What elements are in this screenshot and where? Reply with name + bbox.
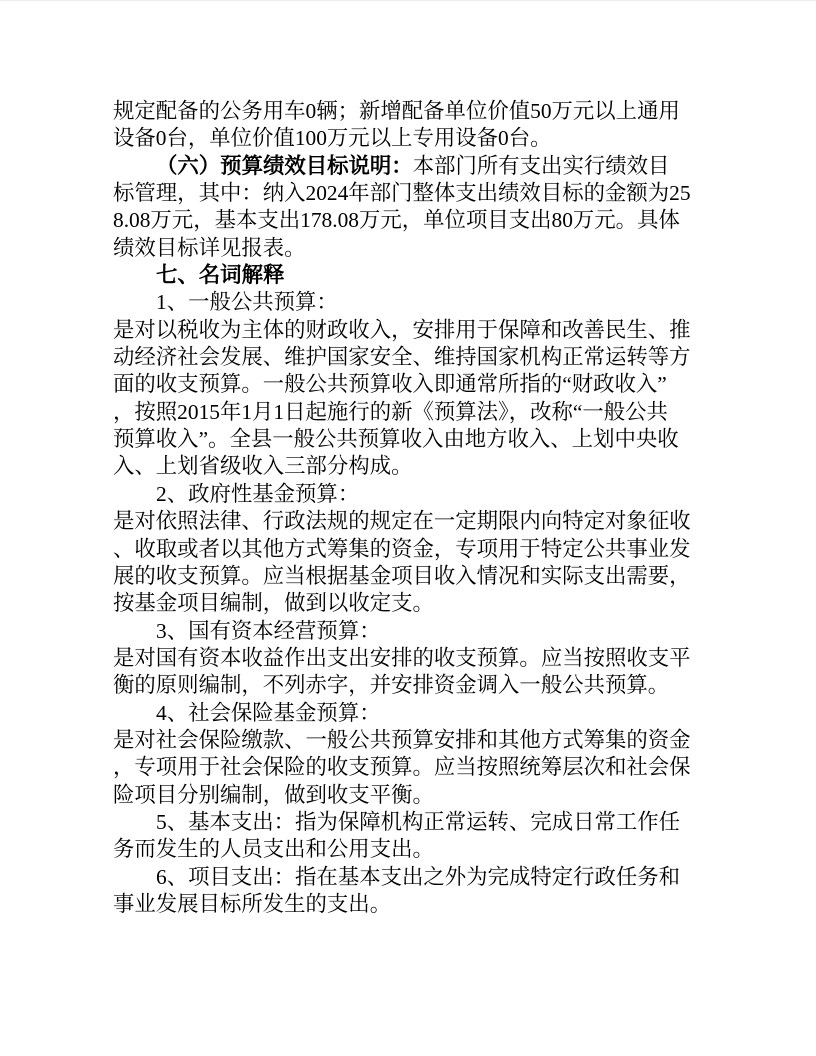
text-line — [113, 754, 713, 781]
text-segment: 事业发展目标所发生的支出。 — [113, 891, 392, 916]
heading-section-7-glossary — [113, 262, 713, 289]
paragraph-term-1-title — [113, 289, 713, 316]
text-segment: 面的收支预算。一般公共预算收入即通常所指的“财政收入” — [113, 372, 667, 397]
text-line — [113, 207, 713, 234]
text-line — [113, 399, 713, 426]
text-line — [113, 891, 713, 918]
text-segment: 衡的原则编制，不列赤字，并安排资金调入一般公共预算。 — [113, 673, 670, 698]
text-line — [113, 727, 713, 754]
text-line — [113, 344, 713, 371]
paragraph-term-6 — [113, 864, 713, 919]
text-line — [113, 618, 713, 645]
text-segment: 规定配备的公务用车0辆；新增配备单位价值50万元以上通用 — [113, 99, 680, 123]
text-line — [113, 836, 713, 863]
text-line — [113, 153, 713, 180]
text-segment: ，按照2015年1月1日起施行的新《预算法》，改称“一般公共 — [113, 399, 668, 424]
text-line — [113, 536, 713, 563]
text-segment: 1、一般公共预算： — [156, 290, 338, 315]
text-line — [113, 426, 713, 453]
paragraph-term-2-definition — [113, 508, 713, 617]
paragraph-section-6-performance-targets — [113, 153, 713, 262]
text-line — [113, 371, 713, 398]
text-line — [113, 700, 713, 727]
text-line — [113, 672, 713, 699]
text-line — [113, 289, 713, 316]
text-segment: 设备0台，单位价值100万元以上专用设备0台。 — [113, 126, 552, 151]
text-line — [113, 317, 713, 344]
text-line — [113, 262, 713, 289]
text-line — [113, 809, 713, 836]
document-body — [113, 98, 713, 918]
text-segment: 展的收支预算。应当根据基金项目收入情况和实际支出需要， — [113, 563, 691, 588]
text-segment: 预算收入”。全县一般公共预算收入由地方收入、上划中央收 — [113, 427, 679, 452]
text-segment: 是对依照法律、行政法规的规定在一定期限内向特定对象征收 — [113, 509, 691, 534]
text-line — [113, 782, 713, 809]
text-segment: 、收取或者以其他方式筹集的资金，专项用于特定公共事业发 — [113, 536, 691, 561]
bold-text-segment: 七、名词解释 — [156, 263, 285, 288]
text-line — [113, 481, 713, 508]
paragraph-term-4-title — [113, 700, 713, 727]
text-segment: 按基金项目编制，做到以收定支。 — [113, 591, 434, 616]
paragraph-vehicle-equipment-carryover — [113, 98, 713, 153]
text-segment: 入、上划省级收入三部分构成。 — [113, 454, 413, 479]
bold-text-segment: （六）预算绩效目标说明： — [156, 153, 413, 178]
text-segment: 2、政府性基金预算： — [156, 481, 360, 506]
text-segment: ，专项用于社会保险的收支预算。应当按照统筹层次和社会保 — [113, 755, 691, 780]
text-segment: 5、基本支出：指为保障机构正常运转、完成日常工作任 — [156, 809, 681, 834]
text-line — [113, 453, 713, 480]
text-segment: 4、社会保险基金预算： — [156, 700, 381, 725]
text-segment: 是对社会保险缴款、一般公共预算安排和其他方式筹集的资金 — [113, 727, 691, 752]
paragraph-term-3-definition — [113, 645, 713, 700]
text-line — [113, 508, 713, 535]
text-line — [113, 98, 713, 125]
text-segment: 本部门所有支出实行绩效目 — [412, 153, 670, 178]
paragraph-term-1-definition — [113, 317, 713, 481]
paragraph-term-5 — [113, 809, 713, 864]
text-segment: 8.08万元，基本支出178.08万元，单位项目支出80万元。具体 — [113, 208, 680, 233]
paragraph-term-2-title — [113, 481, 713, 508]
text-line — [113, 180, 713, 207]
text-segment: 6、项目支出：指在基本支出之外为完成特定行政任务和 — [156, 864, 681, 889]
text-line — [113, 645, 713, 672]
paragraph-term-4-definition — [113, 727, 713, 809]
text-line — [113, 125, 713, 152]
text-line — [113, 563, 713, 590]
paragraph-term-3-title — [113, 618, 713, 645]
text-segment: 标管理，其中：纳入2024年部门整体支出绩效目标的金额为25 — [113, 181, 691, 206]
text-segment: 险项目分别编制，做到收支平衡。 — [113, 782, 434, 807]
text-segment: 3、国有资本经营预算： — [156, 618, 381, 643]
text-segment: 绩效目标详见报表。 — [113, 235, 306, 260]
text-line — [113, 864, 713, 891]
text-line — [113, 235, 713, 262]
text-segment: 动经济社会发展、维护国家安全、维持国家机构正常运转等方 — [113, 345, 691, 370]
text-segment: 是对以税收为主体的财政收入，安排用于保障和改善民生、推 — [113, 317, 691, 342]
text-line — [113, 590, 713, 617]
text-segment: 务而发生的人员支出和公用支出。 — [113, 837, 434, 862]
text-segment: 是对国有资本收益作出支出安排的收支预算。应当按照收支平 — [113, 645, 691, 670]
